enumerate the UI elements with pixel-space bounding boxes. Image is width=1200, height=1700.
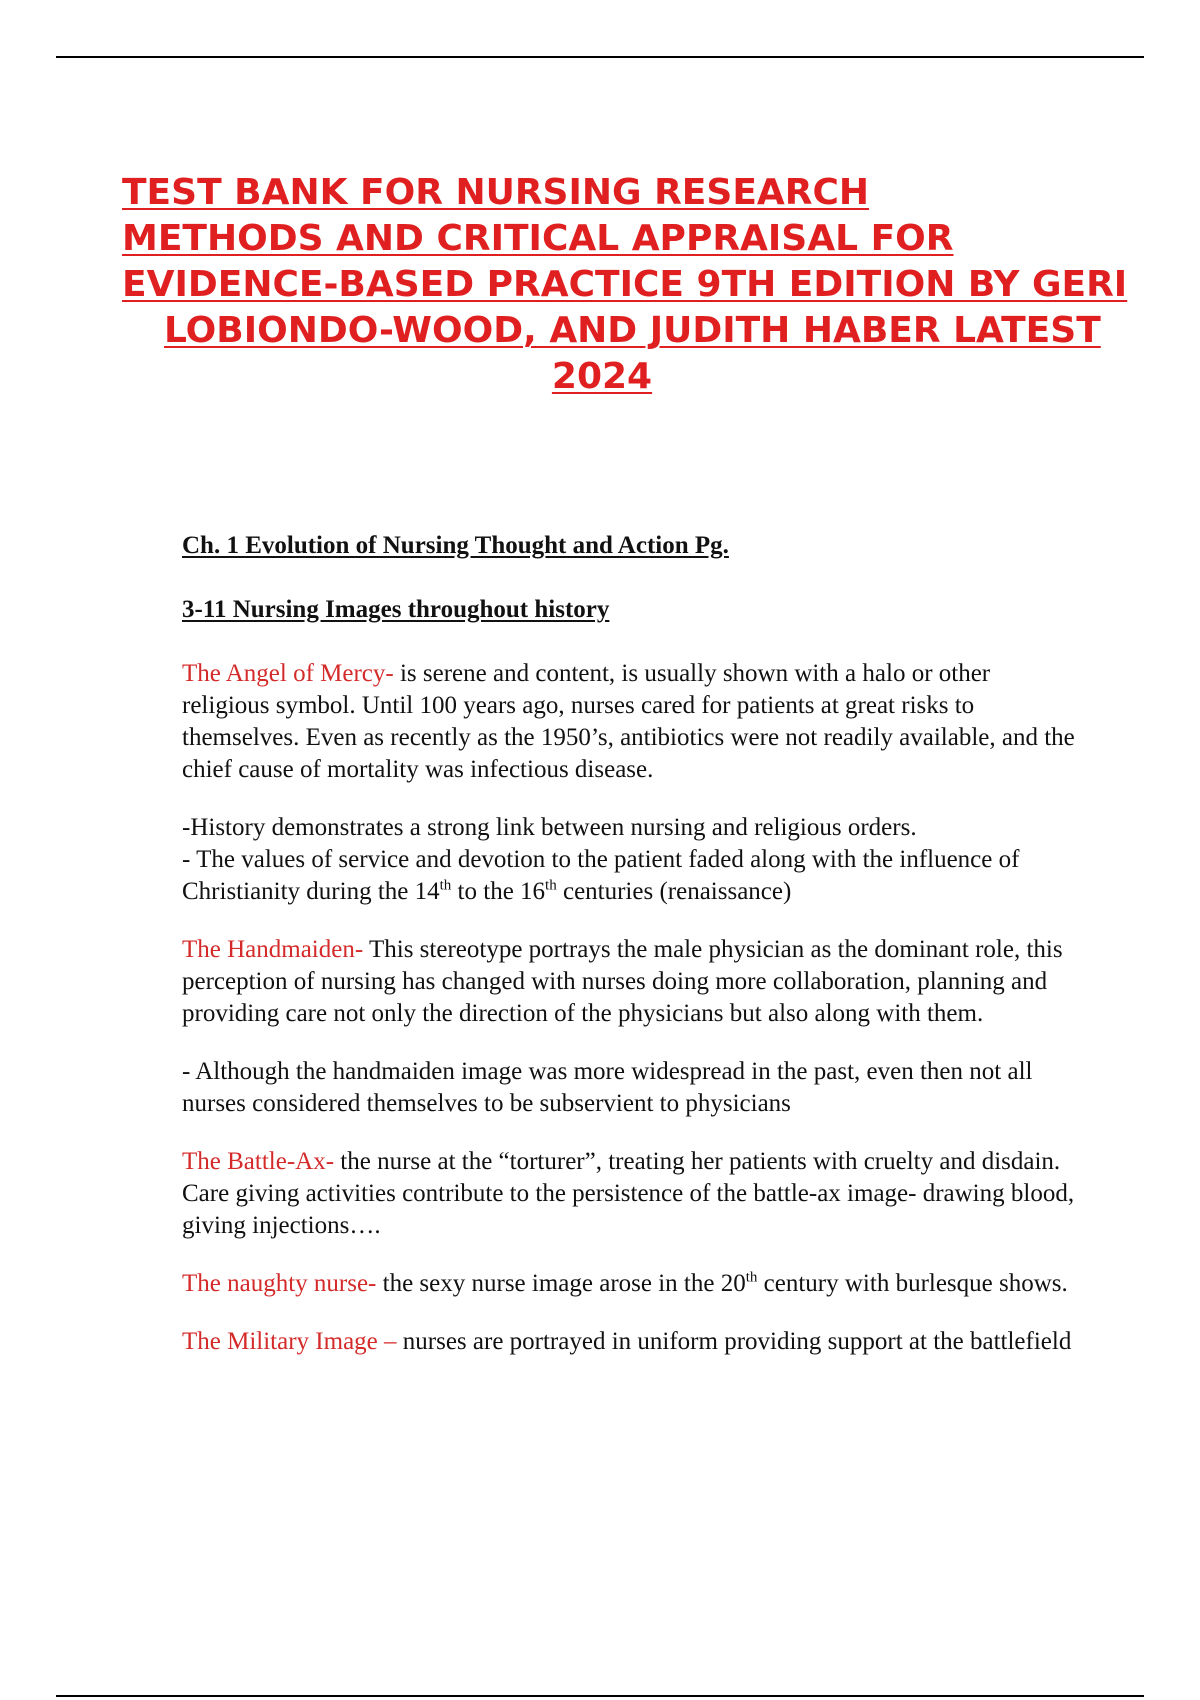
title-line-5: 2024 [551, 356, 653, 397]
bottom-divider [56, 1695, 1144, 1697]
paragraph-military-image [182, 1326, 1082, 1358]
document-body [182, 530, 1082, 1384]
paragraph-history [182, 812, 1082, 908]
section-heading: 3-11 Nursing Images throughout history [182, 596, 610, 623]
title-line-1: TEST BANK FOR NURSING RESEARCH [122, 172, 870, 213]
naughty-text-b: century with burlesque shows. [757, 1270, 1068, 1297]
paragraph-battle-ax [182, 1146, 1082, 1242]
term-angel-of-mercy: The Angel of Mercy- [182, 660, 394, 687]
naughty-text-a: the sexy nurse image arose in the 20 [376, 1270, 746, 1297]
title-line-4: LOBIONDO-WOOD, AND JUDITH HABER LATEST [164, 310, 1101, 351]
history-sup-2: th [545, 877, 557, 894]
naughty-sup: th [745, 1269, 758, 1286]
paragraph-handmaiden [182, 934, 1082, 1030]
paragraph-angel-of-mercy [182, 658, 1082, 786]
chapter-heading: Ch. 1 Evolution of Nursing Thought and Action Pg. [182, 532, 729, 559]
top-divider [56, 56, 1144, 58]
paragraph-handmaiden-note: - Although the handmaiden image was more widespread in the past, even then not all nurses considered themselves to be subservient to physicians [182, 1058, 1033, 1117]
title-line-3: EVIDENCE-BASED PRACTICE 9TH EDITION BY GERI [122, 264, 1128, 305]
paragraph-naughty-nurse [182, 1268, 1082, 1300]
military-text: nurses are portrayed in uniform providing support at the battlefield [396, 1328, 1072, 1355]
handmaiden-text: This stereotype portrays the male physician as the dominant role, this perception of nursing has changed with nurses doing more collaboration, planning and providing care not only the direction of the physicians but also along with them. [182, 936, 1063, 1027]
term-naughty-nurse: The naughty nurse- [182, 1270, 377, 1297]
history-line-2a: - The values of service and devotion to the patient faded along with the influence of Christianity during the 14 [182, 846, 1020, 905]
battleax-text: the nurse at the “torturer”, treating her patients with cruelty and disdain. Care giving activities contribute to the persistence of the battle-ax image- drawing blood, giving injections…. [182, 1148, 1075, 1239]
document-title [122, 170, 1128, 400]
term-handmaiden: The Handmaiden- [182, 936, 364, 963]
title-line-2: METHODS AND CRITICAL APPRAISAL FOR [122, 218, 954, 259]
history-line-1: -History demonstrates a strong link between nursing and religious orders. [182, 814, 917, 841]
term-military-image: The Military Image – [182, 1328, 397, 1355]
history-sup-1: th [439, 877, 452, 894]
history-line-2b: to the 16 [451, 878, 546, 905]
history-line-2c: centuries (renaissance) [556, 878, 792, 905]
angel-text: is serene and content, is usually shown with a halo or other religious symbol. Until 100 years ago, nurses cared for patients at great risks to themselves. Even as recently as the 1950’s, antibiotics were not readily available, and the chief cause of mortality was infectious disease. [182, 660, 1075, 783]
term-battle-ax: The Battle-Ax- [182, 1148, 335, 1175]
